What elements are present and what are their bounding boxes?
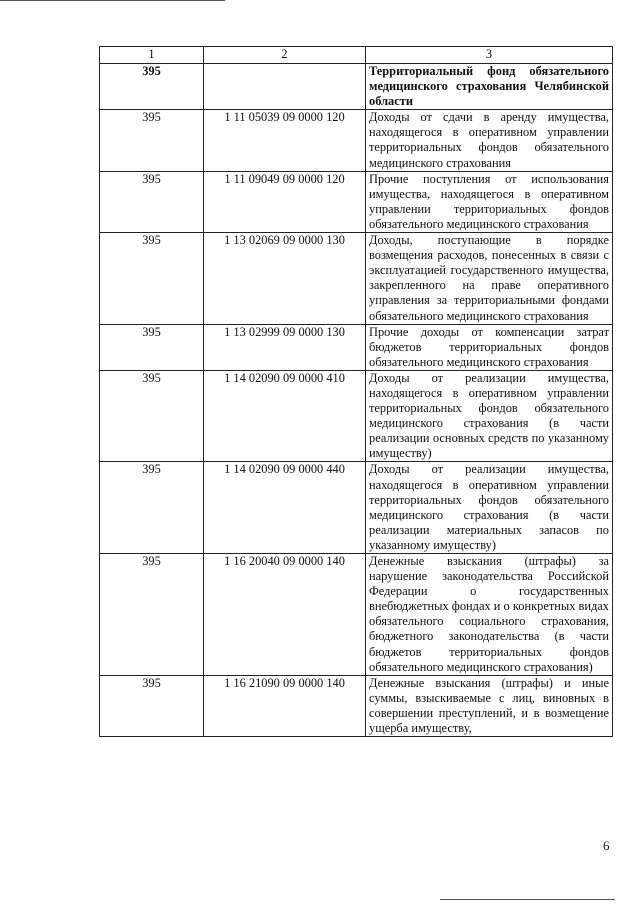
table-header-row — [100, 47, 613, 64]
revenue-name-cell: Доходы от сдачи в аренду имущества, находящегося в оперативном управлении территориальных фондов обязательного медицинского страхования — [366, 110, 613, 171]
header-col-1: 1 — [100, 47, 204, 64]
budget-code-cell: 1 16 21090 09 0000 140 — [204, 675, 366, 736]
admin-code-cell: 395 — [100, 171, 204, 232]
header-col-2: 2 — [204, 47, 366, 64]
table-row — [100, 64, 613, 110]
table-row — [100, 324, 613, 370]
revenue-name-cell: Прочие поступления от использования имущества, находящегося в оперативном управлении территориальных фондов обязательного медицинского страхования — [366, 171, 613, 232]
table-row — [100, 675, 613, 736]
admin-code-cell: 395 — [100, 462, 204, 554]
revenue-name-cell: Денежные взыскания (штрафы) за нарушение законодательства Российской Федерации о государственных внебюджетных фондах и о конкретных видах обязательного социального страхования, бюджетного законодательства (в части бюджетов территориальных фондов обязательного медицинского страхования) — [366, 554, 613, 676]
revenue-name-cell: Территориальный фонд обязательного медицинского страхования Челябинской области — [366, 64, 613, 110]
budget-code-cell: 1 14 02090 09 0000 440 — [204, 462, 366, 554]
admin-code-cell: 395 — [100, 110, 204, 171]
budget-code-cell: 1 16 20040 09 0000 140 — [204, 554, 366, 676]
budget-code-cell: 1 11 05039 09 0000 120 — [204, 110, 366, 171]
table-row — [100, 171, 613, 232]
budget-code-cell: 1 11 09049 09 0000 120 — [204, 171, 366, 232]
admin-code-cell: 395 — [100, 64, 204, 110]
budget-code-cell: 1 13 02069 09 0000 130 — [204, 233, 366, 325]
admin-code-cell: 395 — [100, 233, 204, 325]
table-row — [100, 370, 613, 462]
table-row — [100, 462, 613, 554]
revenue-name-cell: Доходы от реализации имущества, находящегося в оперативном управлении территориальных фондов обязательного медицинского страхования (в части реализации материальных запасов по указанному имуществу) — [366, 462, 613, 554]
header-col-3: 3 — [366, 47, 613, 64]
revenue-name-cell: Прочие доходы от компенсации затрат бюджетов территориальных фондов обязательного медицинского страхования — [366, 324, 613, 370]
revenue-name-cell: Доходы, поступающие в порядке возмещения расходов, понесенных в связи с эксплуатацией государственного имущества, закрепленного на праве оперативного управления за территориальными фондами обязательного медицинского страхования — [366, 233, 613, 325]
budget-code-cell: 1 13 02999 09 0000 130 — [204, 324, 366, 370]
table-row — [100, 233, 613, 325]
table-row — [100, 110, 613, 171]
scan-artifact-top — [0, 0, 225, 1]
revenue-name-cell: Доходы от реализации имущества, находящегося в оперативном управлении территориальных фондов обязательного медицинского страхования (в части реализации основных средств по указанному имуществу) — [366, 370, 613, 462]
page-number: 6 — [603, 838, 610, 853]
budget-code-cell — [204, 64, 366, 110]
table-row — [100, 554, 613, 676]
admin-code-cell: 395 — [100, 675, 204, 736]
scan-artifact-bottom — [440, 899, 615, 900]
admin-code-cell: 395 — [100, 324, 204, 370]
admin-code-cell: 395 — [100, 370, 204, 462]
budget-code-cell: 1 14 02090 09 0000 410 — [204, 370, 366, 462]
revenue-name-cell: Денежные взыскания (штрафы) и иные суммы, взыскиваемые с лиц, виновных в совершении преступлений, и в возмещение ущерба имуществу, — [366, 675, 613, 736]
revenue-codes-table — [99, 46, 613, 737]
admin-code-cell: 395 — [100, 554, 204, 676]
